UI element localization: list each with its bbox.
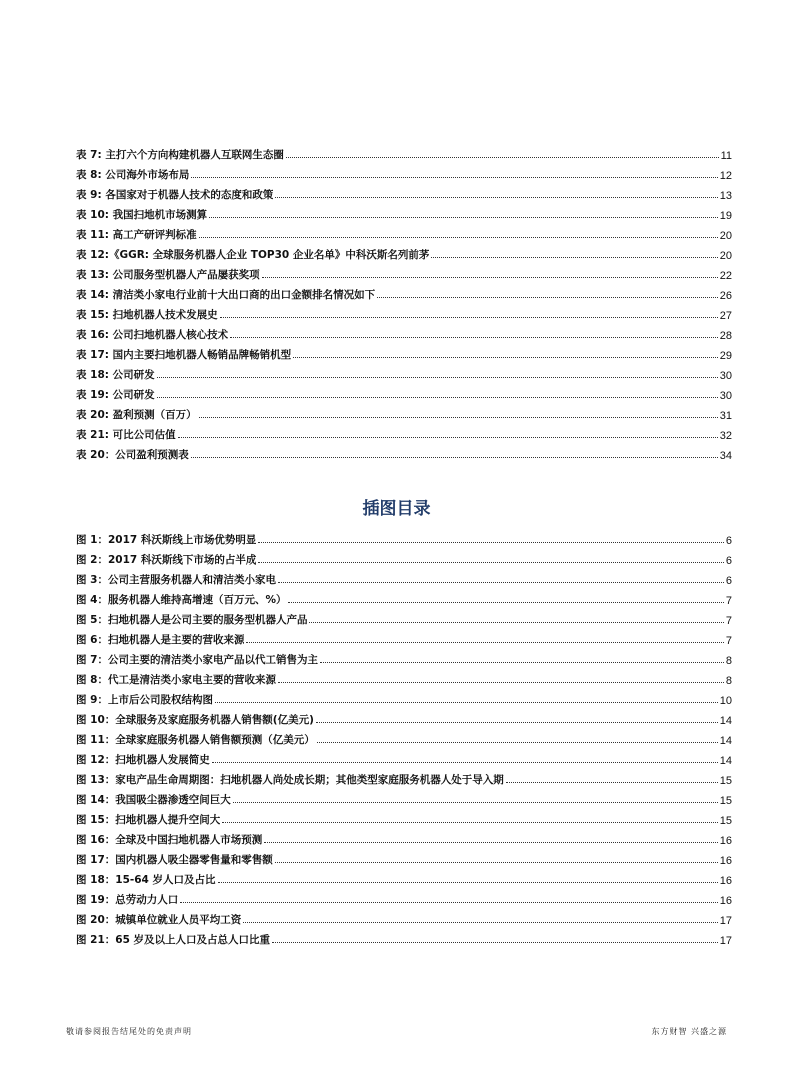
toc-entry-label: 图 8：代工是清洁类小家电主要的营收来源 — [76, 674, 276, 686]
toc-entry-label: 表 19: 公司研发 — [76, 389, 155, 401]
toc-entry-page: 16 — [719, 875, 732, 887]
figure-toc-row[interactable] — [76, 647, 732, 667]
toc-entry-label: 表 12:《GGR: 全球服务机器人企业 TOP30 企业名单》中科沃斯名列前茅 — [76, 249, 430, 261]
figure-toc-row[interactable] — [76, 727, 732, 747]
toc-entry-page: 12 — [719, 170, 732, 182]
toc-entry-page: 11 — [720, 150, 732, 162]
toc-entry-label: 表 10: 我国扫地机市场测算 — [76, 209, 208, 221]
toc-entry-label: 图 21：65 岁及以上人口及占总人口比重 — [76, 934, 271, 946]
dot-leader — [199, 417, 718, 418]
dot-leader — [243, 922, 717, 923]
toc-entry-page: 7 — [725, 635, 732, 647]
toc-entry-label: 表 11: 高工产研评判标准 — [76, 229, 197, 241]
table-of-figures — [76, 527, 732, 947]
toc-entry-label: 图 11：全球家庭服务机器人销售额预测（亿美元） — [76, 734, 315, 746]
figure-toc-row[interactable] — [76, 787, 732, 807]
dot-leader — [180, 902, 717, 903]
figure-toc-row[interactable] — [76, 807, 732, 827]
toc-entry-page: 15 — [719, 815, 732, 827]
table-toc-row[interactable] — [76, 182, 732, 202]
toc-entry-page: 30 — [719, 390, 732, 402]
toc-entry-page: 6 — [725, 555, 732, 567]
dot-leader — [272, 942, 718, 943]
toc-entry-page: 32 — [719, 430, 732, 442]
toc-entry-label: 图 16：全球及中国扫地机器人市场预测 — [76, 834, 263, 846]
toc-entry-page: 14 — [719, 755, 732, 767]
dot-leader — [209, 217, 718, 218]
figure-toc-row[interactable] — [76, 767, 732, 787]
figure-toc-row[interactable] — [76, 527, 732, 547]
toc-entry-page: 29 — [719, 350, 732, 362]
toc-entry-page: 17 — [719, 915, 732, 927]
toc-entry-page: 16 — [719, 895, 732, 907]
figure-toc-row[interactable] — [76, 587, 732, 607]
table-toc-row[interactable] — [76, 282, 732, 302]
toc-entry-label: 表 17: 国内主要扫地机器人畅销品牌畅销机型 — [76, 349, 292, 361]
dot-leader — [278, 582, 724, 583]
dot-leader — [377, 297, 718, 298]
dot-leader — [191, 457, 718, 458]
dot-leader — [309, 622, 723, 623]
toc-entry-page: 8 — [725, 655, 732, 667]
toc-entry-label: 表 9: 各国家对于机器人技术的态度和政策 — [76, 189, 274, 201]
dot-leader — [275, 862, 718, 863]
toc-entry-page: 14 — [719, 735, 732, 747]
dot-leader — [264, 842, 717, 843]
dot-leader — [222, 822, 717, 823]
dot-leader — [286, 157, 719, 158]
table-toc-row[interactable] — [76, 302, 732, 322]
toc-entry-page: 8 — [725, 675, 732, 687]
toc-entry-label: 表 21: 可比公司估值 — [76, 429, 176, 441]
table-toc-row[interactable] — [76, 362, 732, 382]
toc-entry-page: 7 — [725, 615, 732, 627]
dot-leader — [278, 682, 724, 683]
table-of-tables — [76, 142, 732, 462]
dot-leader — [506, 782, 718, 783]
toc-entry-page: 6 — [725, 575, 732, 587]
toc-entry-page: 27 — [719, 310, 732, 322]
figure-toc-row[interactable] — [76, 687, 732, 707]
dot-leader — [233, 802, 718, 803]
dot-leader — [230, 337, 718, 338]
toc-entry-label: 表 20: 盈利预测（百万） — [76, 409, 197, 421]
dot-leader — [218, 882, 718, 883]
disclaimer-note: 敬请参阅报告结尾处的免责声明 — [66, 1027, 192, 1036]
toc-entry-page: 19 — [719, 210, 732, 222]
figure-toc-row[interactable] — [76, 847, 732, 867]
figure-toc-row[interactable] — [76, 707, 732, 727]
toc-entry-label: 图 12：扫地机器人发展简史 — [76, 754, 210, 766]
figure-toc-row[interactable] — [76, 747, 732, 767]
toc-entry-label: 表 8: 公司海外市场布局 — [76, 169, 190, 181]
dot-leader — [258, 542, 724, 543]
table-toc-row[interactable] — [76, 342, 732, 362]
figure-toc-row[interactable] — [76, 567, 732, 587]
table-toc-row[interactable] — [76, 322, 732, 342]
figures-section-title: 插图目录 — [362, 499, 431, 519]
toc-entry-page: 16 — [719, 855, 732, 867]
toc-entry-label: 图 4：服务机器人维持高增速（百万元、%） — [76, 594, 287, 606]
toc-entry-label: 表 16: 公司扫地机器人核心技术 — [76, 329, 229, 341]
toc-entry-label: 图 3：公司主营服务机器人和清洁类小家电 — [76, 574, 276, 586]
toc-entry-page: 26 — [719, 290, 732, 302]
toc-entry-label: 图 6：扫地机器人是主要的营收来源 — [76, 634, 245, 646]
toc-entry-label: 表 20：公司盈利预测表 — [76, 449, 189, 461]
figure-toc-row[interactable] — [76, 667, 732, 687]
toc-entry-page: 31 — [719, 410, 732, 422]
figure-toc-row[interactable] — [76, 627, 732, 647]
toc-entry-page: 14 — [719, 715, 732, 727]
dot-leader — [246, 642, 723, 643]
table-toc-row[interactable] — [76, 442, 732, 462]
toc-entry-label: 图 17：国内机器人吸尘器零售量和零售额 — [76, 854, 273, 866]
dot-leader — [178, 437, 718, 438]
toc-entry-label: 图 10：全球服务及家庭服务机器人销售额(亿美元) — [76, 714, 314, 726]
dot-leader — [288, 602, 723, 603]
dot-leader — [320, 662, 724, 663]
toc-entry-label: 图 18：15-64 岁人口及占比 — [76, 874, 216, 886]
dot-leader — [262, 277, 718, 278]
table-toc-row[interactable] — [76, 142, 732, 162]
toc-entry-page: 16 — [719, 835, 732, 847]
toc-entry-label: 图 5：扫地机器人是公司主要的服务型机器人产品 — [76, 614, 308, 626]
toc-entry-label: 表 7: 主打六个方向构建机器人互联网生态圈 — [76, 149, 284, 161]
toc-entry-label: 图 15：扫地机器人提升空间大 — [76, 814, 221, 826]
toc-entry-page: 20 — [719, 230, 732, 242]
table-toc-row[interactable] — [76, 382, 732, 402]
figure-toc-row[interactable] — [76, 867, 732, 887]
dot-leader — [317, 742, 718, 743]
dot-leader — [275, 197, 717, 198]
toc-entry-label: 图 13：家电产品生命周期图：扫地机器人尚处成长期；其他类型家庭服务机器人处于导入期 — [76, 774, 504, 786]
toc-entry-label: 图 7：公司主要的清洁类小家电产品以代工销售为主 — [76, 654, 318, 666]
table-toc-row[interactable] — [76, 222, 732, 242]
table-toc-row[interactable] — [76, 262, 732, 282]
dot-leader — [215, 702, 718, 703]
toc-entry-label: 表 15: 扫地机器人技术发展史 — [76, 309, 218, 321]
dot-leader — [212, 762, 718, 763]
figure-toc-row[interactable] — [76, 907, 732, 927]
figure-toc-row[interactable] — [76, 547, 732, 567]
toc-entry-page: 20 — [719, 250, 732, 262]
dot-leader — [191, 177, 717, 178]
toc-entry-label: 图 1：2017 科沃斯线上市场优势明显 — [76, 534, 257, 546]
toc-entry-label: 图 9：上市后公司股权结构图 — [76, 694, 213, 706]
toc-entry-page: 30 — [719, 370, 732, 382]
dot-leader — [431, 257, 717, 258]
dot-leader — [157, 377, 718, 378]
table-toc-row[interactable] — [76, 162, 732, 182]
table-toc-row[interactable] — [76, 422, 732, 442]
toc-entry-page: 7 — [725, 595, 732, 607]
toc-entry-label: 图 19：总劳动力人口 — [76, 894, 179, 906]
toc-entry-label: 图 14：我国吸尘器渗透空间巨大 — [76, 794, 231, 806]
toc-entry-label: 表 18: 公司研发 — [76, 369, 155, 381]
toc-entry-page: 13 — [719, 190, 732, 202]
toc-entry-page: 28 — [719, 330, 732, 342]
table-toc-row[interactable] — [76, 402, 732, 422]
toc-entry-page: 15 — [719, 775, 732, 787]
toc-entry-page: 34 — [719, 450, 732, 462]
toc-entry-label: 图 20：城镇单位就业人员平均工资 — [76, 914, 242, 926]
table-toc-row[interactable] — [76, 242, 732, 262]
toc-entry-page: 22 — [719, 270, 732, 282]
dot-leader — [199, 237, 718, 238]
figure-toc-row[interactable] — [76, 887, 732, 907]
figure-toc-row[interactable] — [76, 827, 732, 847]
table-toc-row[interactable] — [76, 202, 732, 222]
dot-leader — [258, 562, 724, 563]
dot-leader — [293, 357, 718, 358]
toc-entry-label: 表 13: 公司服务型机器人产品屡获奖项 — [76, 269, 260, 281]
toc-entry-label: 图 2：2017 科沃斯线下市场的占半成 — [76, 554, 257, 566]
toc-entry-label: 表 14: 清洁类小家电行业前十大出口商的出口金额排名情况如下 — [76, 289, 376, 301]
toc-entry-page: 10 — [719, 695, 732, 707]
dot-leader — [220, 317, 718, 318]
dot-leader — [157, 397, 718, 398]
toc-entry-page: 17 — [719, 935, 732, 947]
company-slogan: 东方财智 兴盛之源 — [651, 1027, 727, 1036]
figure-toc-row[interactable] — [76, 607, 732, 627]
dot-leader — [316, 722, 718, 723]
toc-entry-page: 6 — [725, 535, 732, 547]
figure-toc-row[interactable] — [76, 927, 732, 947]
toc-entry-page: 15 — [719, 795, 732, 807]
